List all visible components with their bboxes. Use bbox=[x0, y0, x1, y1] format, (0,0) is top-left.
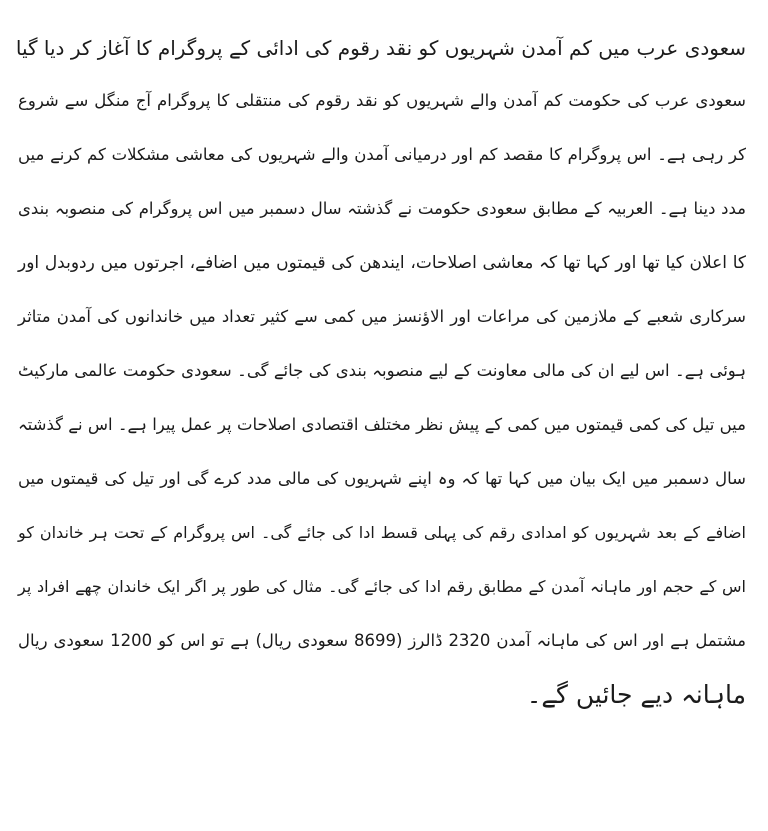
article-line: اضافے کے بعد شہریوں کو امدادی رقم کی پہلی قسط ادا کی جائے گی۔ اس پروگرام کے تحت ہر خاندان کو bbox=[18, 523, 746, 542]
article-line: ماہانہ دیے جائیں گے۔ bbox=[526, 680, 746, 709]
article-line: ہوئی ہے۔ اس لیے ان کی مالی معاونت کے لیے منصوبہ بندی کی جائے گی۔ سعودی حکومت عالمی مارکیٹ bbox=[18, 361, 746, 380]
article-line: اس کے حجم اور ماہانہ آمدن کے مطابق رقم ادا کی جائے گی۔ مثال کی طور پر اگر ایک خاندان چھے افراد پر bbox=[18, 577, 746, 596]
article-headline: سعودی عرب میں کم آمدن شہریوں کو نقد رقوم کی ادائی کے پروگرام کا آغاز کر دیا گیا bbox=[15, 36, 746, 60]
article-body bbox=[14, 74, 750, 722]
article-line: میں تیل کی کمی قیمتوں میں کمی کے پیش نظر مختلف اقتصادی اصلاحات پر عمل پیرا ہے۔ اس نے گذشتہ bbox=[18, 415, 746, 434]
article-line: مدد دینا ہے۔ العربیہ کے مطابق سعودی حکومت نے گذشتہ سال دسمبر میں اس پروگرام کی منصوبہ بندی bbox=[18, 199, 746, 218]
article-line: کر رہی ہے۔ اس پروگرام کا مقصد کم اور درمیانی آمدن والے شہریوں کی معاشی مشکلات کم کرنے میں bbox=[18, 145, 746, 164]
article-line: سال دسمبر میں ایک بیان میں کہا تھا کہ وہ اپنے شہریوں کی مالی مدد کرے گی اور تیل کی قیمتوں میں bbox=[18, 469, 746, 488]
article-line: سعودی عرب کی حکومت کم آمدن والے شہریوں کو نقد رقوم کی منتقلی کا پروگرام آج منگل سے شروع bbox=[18, 91, 746, 110]
article-line: سرکاری شعبے کے ملازمین کی مراعات اور الاؤنسز میں کمی سے کثیر تعداد میں خاندانوں کی آمدن متاثر bbox=[18, 307, 746, 326]
article bbox=[14, 22, 750, 822]
article-line: کا اعلان کیا تھا اور کہا تھا کہ معاشی اصلاحات، ایندھن کی قیمتوں میں اضافے، اجرتوں میں ردوبدل اور bbox=[18, 253, 746, 273]
article-line: مشتمل ہے اور اس کی ماہانہ آمدن 2320 ڈالرز (8699 سعودی ریال) ہے تو اس کو 1200 سعودی ریال bbox=[18, 631, 747, 650]
